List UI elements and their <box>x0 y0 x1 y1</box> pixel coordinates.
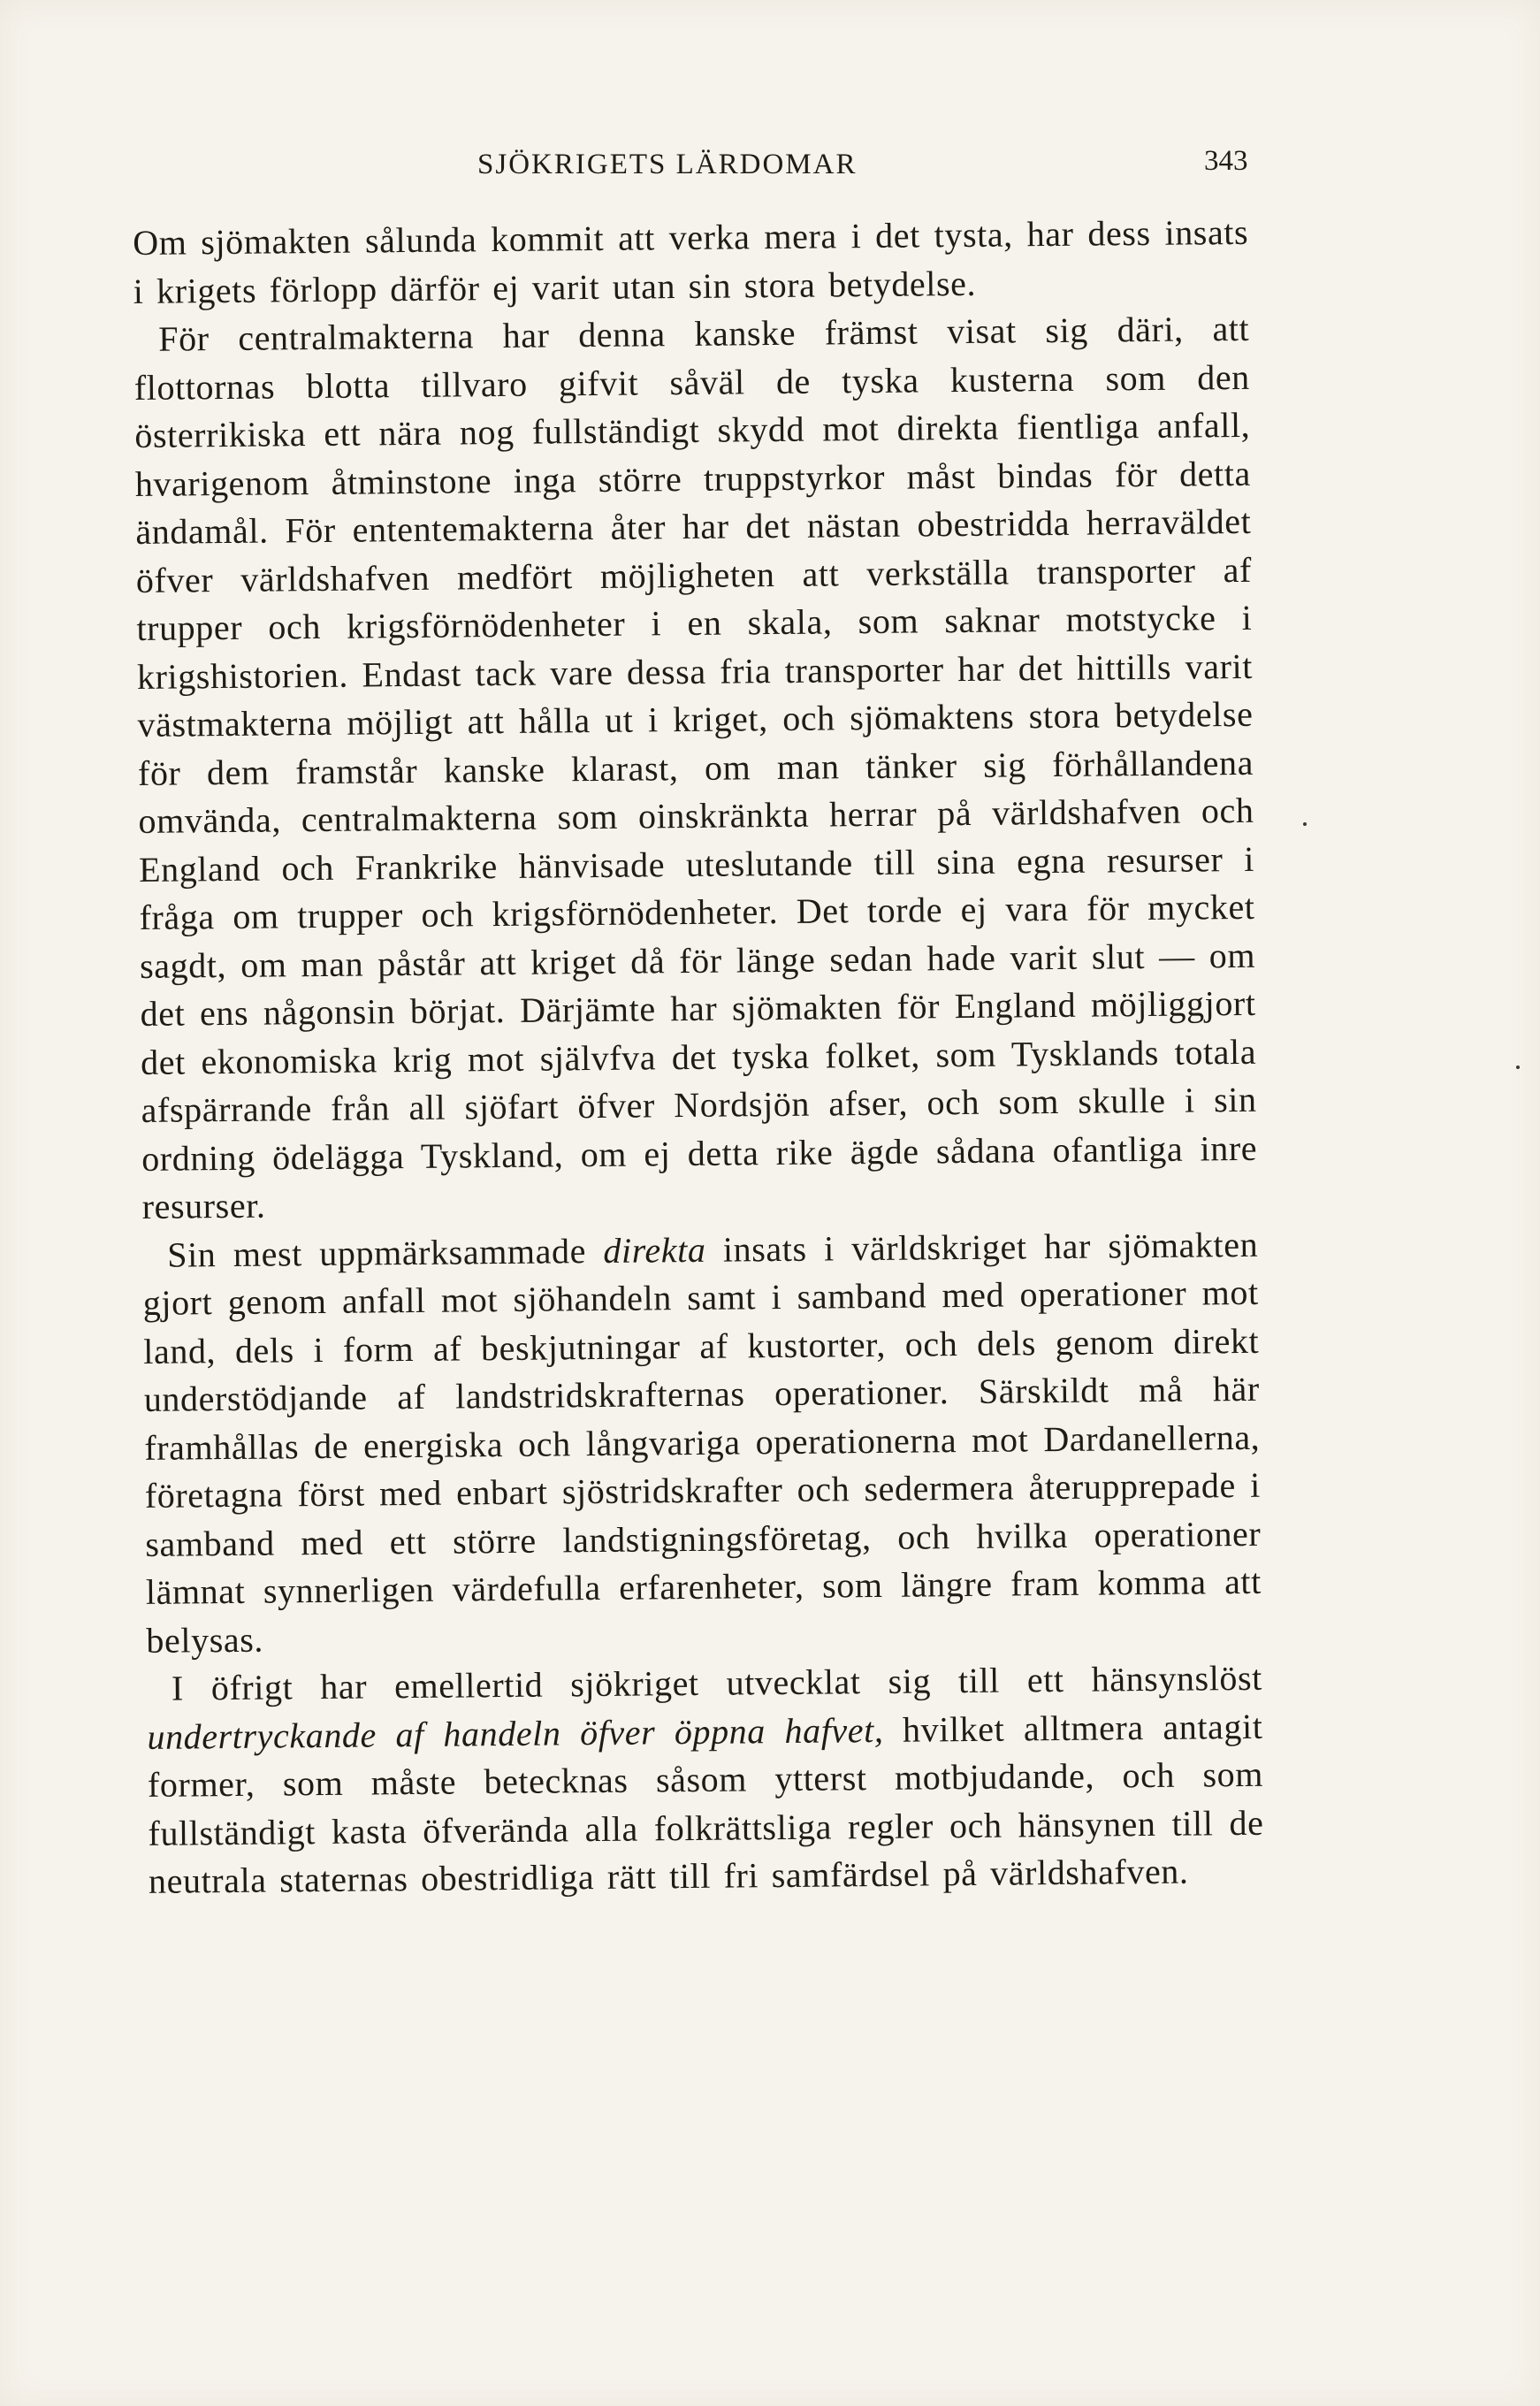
stray-ink-mark <box>1303 822 1307 826</box>
paragraph-1: Om sjömakten sålunda kommit att verka mera i det tysta, har dess insats i krigets förlopp därför ej varit utan sin stora betydelse. <box>133 211 1249 311</box>
paragraph-4-text-before: I öfrigt har emellertid sjökriget utvecklat sig till ett hänsynslöst <box>171 1657 1263 1708</box>
paragraph-4-text-after: hvilket alltmera antagit former, som måste betecknas såsom ytterst motbjudande, och som fullständigt kasta öfverända alla folkrättsliga regler och hänsynen till de neutrala staternas obestridliga rätt till fri samfärdsel på världshafven. <box>147 1706 1264 1901</box>
body-text <box>133 209 1264 1906</box>
paragraph-3-emphasis: direkta <box>603 1229 706 1271</box>
stray-ink-mark <box>1516 1066 1520 1069</box>
running-header-title: SJÖKRIGETS LÄRDOMAR <box>477 149 858 180</box>
paragraph-3-text-before: Sin mest uppmärksammade <box>167 1230 604 1275</box>
paragraph-3 <box>142 1220 1262 1665</box>
paragraph-3-text-after: insats i världskriget har sjömakten gjort genom anfall mot sjöhandeln samt i samband med operationer mot land, dels i form af beskjutningar af kustorter, och dels genom direkt understödjande af landstridskrafternas operationer. Särskildt må här framhållas de energiska och långvariga operationerna mot Dardanellerna, företagna först med enbart sjöstridskrafter och sedermera återupprepade i samband med ett större landstigningsföretag, och hvilka operationer lämnat synnerligen värdefulla erfarenheter, som längre fram komma att belysas. <box>142 1224 1262 1661</box>
paragraph-4 <box>147 1654 1265 1906</box>
running-header <box>0 145 1540 193</box>
paragraph-4-emphasis: undertryckande af handeln öfver öppna hafvet, <box>147 1709 884 1757</box>
page-number: 343 <box>1204 145 1248 177</box>
paragraph-2: För centralmakterna har denna kanske främst visat sig däri, att flottornas blotta tillvaro gifvit såväl de tyska kusterna som den österrikiska ett nära nog fullständigt skydd mot direkta fientliga anfall, hvarigenom åtminstone inga större truppstyrkor måst bindas för detta ändamål. För ententemakterna åter har det nästan obestridda herraväldet öfver världshafven medfört möjligheten att verkställa transporter af trupper och krigsförnödenheter i en skala, som saknar motstycke i krigshistorien. Endast tack vare dessa fria transporter har det hittills varit västmakterna möjligt att hålla ut i kriget, och sjömaktens stora betydelse för dem framstår kanske klarast, om man tänker sig förhållandena omvända, centralmakterna som oinskränkta herrar på världshafven och England och Frankrike hänvisade uteslutande till sina egna resurser i fråga om trupper och krigsförnödenheter. Det torde ej vara för mycket sagdt, om man påstår att kriget då för länge sedan hade varit slut — om det ens någonsin börjat. Därjämte har sjömakten för England möjliggjort det ekonomiska krig mot självfva det tyska folket, som Tysklands totala afspärrande från all sjöfart öfver Nordsjön afser, och som skulle i sin ordning ödelägga Tyskland, om ej detta rike ägde sådana ofantliga inre resurser. <box>133 308 1258 1226</box>
